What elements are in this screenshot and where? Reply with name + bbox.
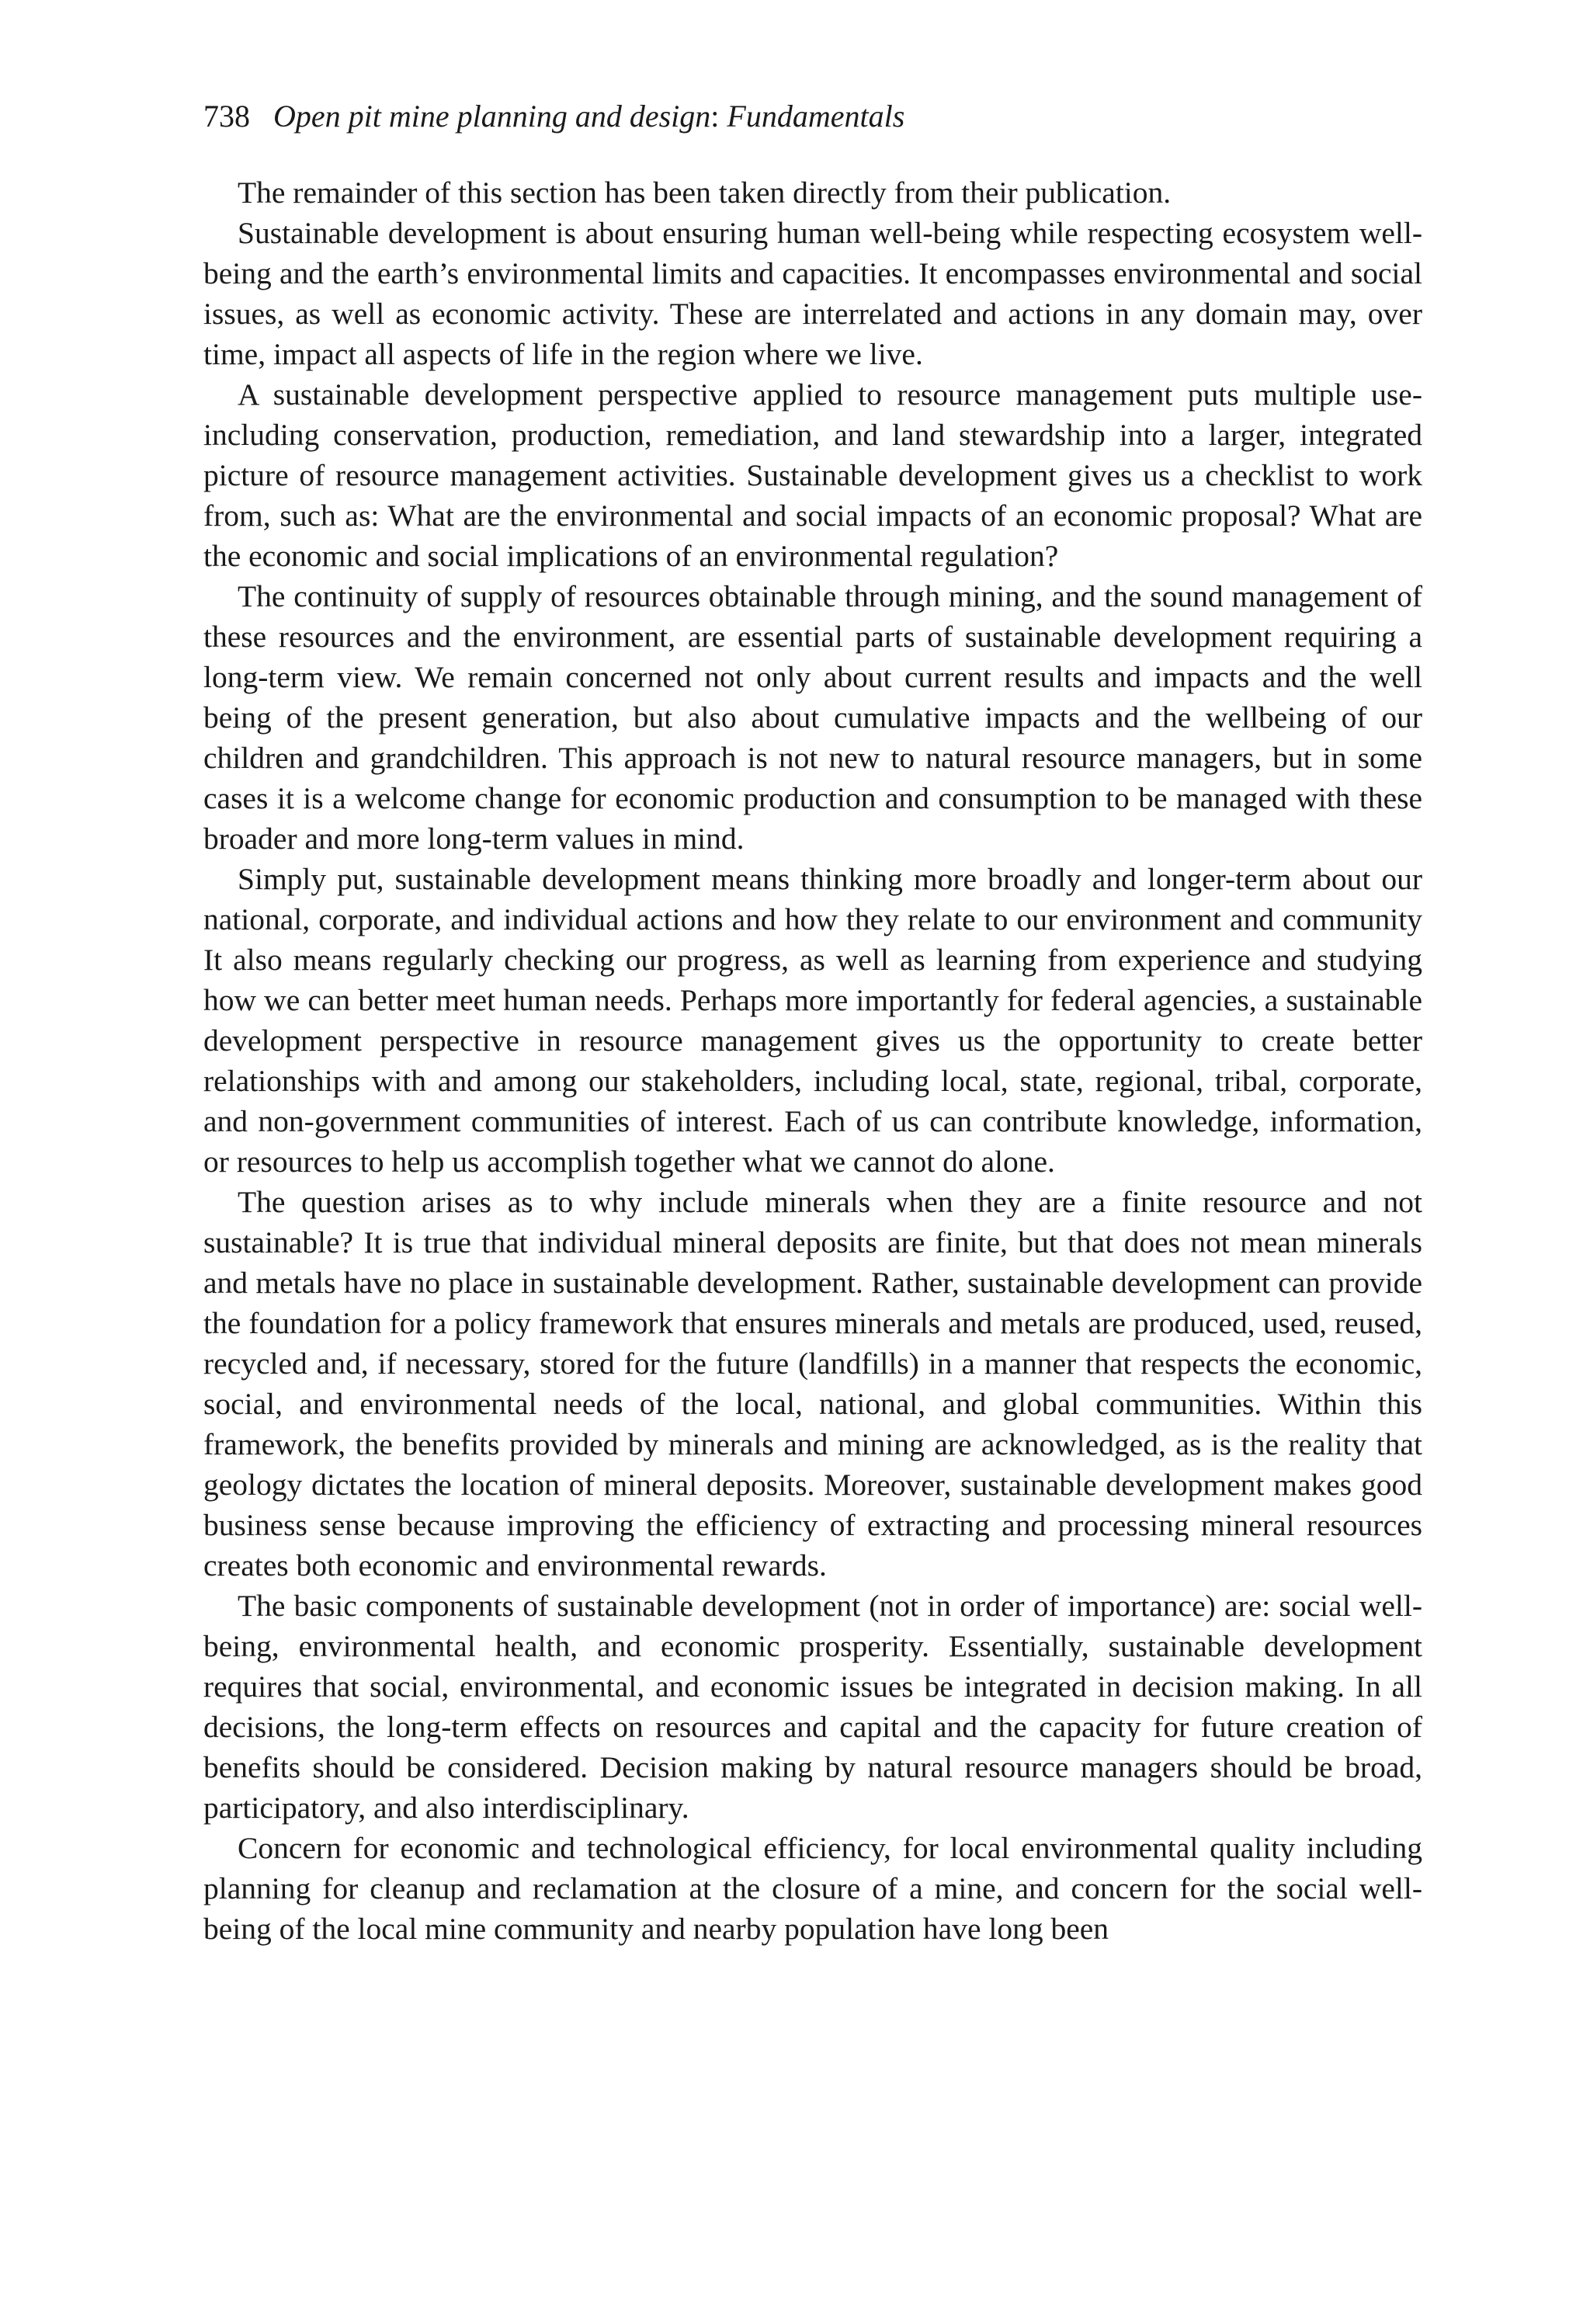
running-title-main: Open pit mine planning and design [273, 99, 711, 134]
paragraph-2: Sustainable development is about ensuring human well-being while respecting ecosystem well-being and the earth’s environmental limits and capacities. It encompasses environmental and social issues, as well as economic activity. These are interrelated and actions in any domain may, over time, impact all aspects of life in the region where we live. [203, 216, 1422, 371]
paragraph-1: The remainder of this section has been taken directly from their publication. [238, 175, 1172, 210]
paragraph-5: Simply put, sustainable development means thinking more broadly and longer-term about our national, corporate, and individual actions and how they relate to our environment and community It also means regularly checking our progress, as well as learning from experience and studying how we can better meet human needs. Perhaps more importantly for federal agencies, a sustainable development perspective in resource management gives us the opportunity to create better relationships with and among our stakeholders, including local, state, regional, tribal, corporate, and non-government communities of interest. Each of us can contribute knowledge, information, or resources to help us accomplish together what we cannot do alone. [203, 862, 1422, 1179]
running-head [203, 92, 904, 141]
running-title-sub: Fundamentals [727, 99, 905, 134]
paragraph-6: The question arises as to why include minerals when they are a finite resource and not sustainable? It is true that individual mineral deposits are finite, but that does not mean minerals and metals have no place in sustainable development. Rather, sustainable development can provide the foundation for a policy framework that ensures minerals and metals are produced, used, reused, recycled and, if necessary, stored for the future (landfills) in a manner that respects the economic, social, and environmental needs of the local, national, and global communities. Within this framework, the benefits provided by minerals and mining are acknowledged, as is the reality that geology dictates the location of mineral deposits. Moreover, sustainable development makes good business sense because improving the efficiency of extracting and processing mineral resources creates both economic and environmental rewards. [203, 1185, 1422, 1582]
paragraph-8: Concern for economic and technological efficiency, for local environmental quality including planning for cleanup and reclamation at the closure of a mine, and concern for the social well-being of the local mine community and nearby population have long been [203, 1831, 1422, 1946]
paragraph-4: The continuity of supply of resources obtainable through mining, and the sound management of these resources and the environment, are essential parts of sustainable development requiring a long-term view. We remain concerned not only about current results and impacts and the well being of the present generation, but also about cumulative impacts and the wellbeing of our children and grandchildren. This approach is not new to natural resource managers, but in some cases it is a welcome change for economic production and consumption to be managed with these broader and more long-term values in mind. [203, 579, 1422, 856]
paragraph-3: A sustainable development perspective applied to resource management puts multiple use-including conservation, production, remediation, and land stewardship into a larger, integrated picture of resource management activities. Sustainable development gives us a checklist to work from, such as: What are the environmental and social impacts of an economic proposal? What are the economic and social implications of an environmental regulation? [203, 377, 1422, 573]
body-text [203, 172, 1422, 1949]
paragraph-7: The basic components of sustainable development (not in order of importance) are: social well-being, environmental health, and economic prosperity. Essentially, sustainable development requires that social, environmental, and economic issues be integrated in decision making. In all decisions, the long-term effects on resources and capital and the capacity for future creation of benefits should be considered. Decision making by natural resource managers should be broad, participatory, and also interdisciplinary. [203, 1589, 1422, 1825]
page-number: 738 [203, 99, 250, 134]
running-title-separator: : [710, 99, 727, 134]
